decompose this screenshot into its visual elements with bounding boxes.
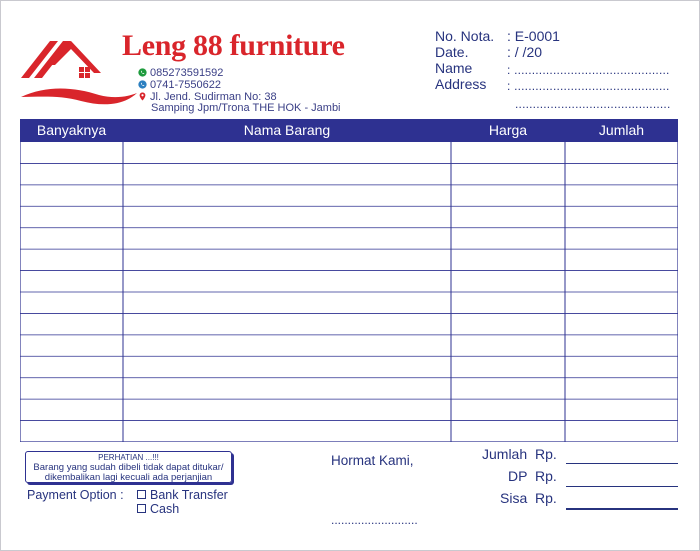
name-label: Name — [435, 60, 473, 76]
address-line-2: Samping Jpm/Trona THE HOK - Jambi — [151, 102, 341, 114]
total-sisa-currency: Rp. — [535, 490, 557, 506]
whatsapp-number: 085273591592 — [150, 67, 224, 79]
total-sisa-label: Sisa — [500, 490, 528, 506]
column-header-nama-barang: Nama Barang — [243, 122, 331, 138]
total-jumlah-line[interactable] — [566, 463, 678, 464]
total-dp-currency: Rp. — [535, 468, 557, 484]
phone-number: 0741-7550622 — [150, 79, 221, 91]
payment-option-bank-transfer[interactable] — [137, 488, 228, 502]
notice-title: PERHATIAN ...!!! — [98, 453, 159, 462]
closing-text: Hormat Kami, — [331, 453, 414, 468]
payment-option-label: Payment Option : — [27, 488, 124, 502]
column-header-jumlah: Jumlah — [598, 122, 645, 138]
contact-whatsapp — [138, 67, 223, 79]
nota-number-label: No. Nota. — [435, 28, 495, 44]
location-pin-icon — [138, 92, 147, 101]
cash-checkbox[interactable] — [137, 504, 146, 513]
date-label: Date. — [435, 44, 469, 60]
bank-transfer-checkbox[interactable] — [137, 490, 146, 499]
total-sisa-line[interactable] — [566, 508, 678, 510]
total-jumlah-label: Jumlah — [482, 446, 528, 462]
nota-number-value[interactable]: : E-0001 — [507, 28, 560, 44]
bank-transfer-label: Bank Transfer — [150, 488, 228, 502]
column-header-harga: Harga — [488, 122, 528, 138]
phone-icon — [138, 80, 147, 89]
signature-line[interactable]: .......................... — [331, 513, 418, 527]
whatsapp-icon — [138, 68, 147, 77]
cash-label: Cash — [150, 502, 180, 516]
total-jumlah-currency: Rp. — [535, 446, 557, 462]
notice-line-2: dikembalikan lagi kecuali ada perjanjian — [44, 472, 213, 483]
notice-box — [25, 451, 232, 483]
total-dp-label: DP — [508, 468, 528, 484]
address-field[interactable]: : ............................................ — [507, 79, 670, 93]
notice-line-1: Barang yang sudah dibeli tidak dapat ditukar/ — [33, 462, 224, 473]
address-field-line-2[interactable]: ............................................ — [515, 97, 671, 111]
payment-option-cash[interactable] — [137, 502, 179, 516]
column-header-banyaknya: Banyaknya — [36, 122, 107, 138]
contact-phone — [138, 79, 221, 91]
item-table-grid[interactable] — [20, 142, 678, 442]
address-label: Address — [435, 76, 487, 92]
total-dp-line[interactable] — [566, 486, 678, 487]
table-header — [20, 119, 678, 142]
address-line-1: Jl. Jend. Sudirman No: 38 — [150, 91, 277, 103]
name-field[interactable]: : ............................................ — [507, 63, 670, 77]
date-field[interactable]: : / /20 — [507, 44, 543, 60]
brand-name: Leng 88 furniture — [122, 29, 345, 62]
house-logo-icon — [19, 35, 139, 115]
